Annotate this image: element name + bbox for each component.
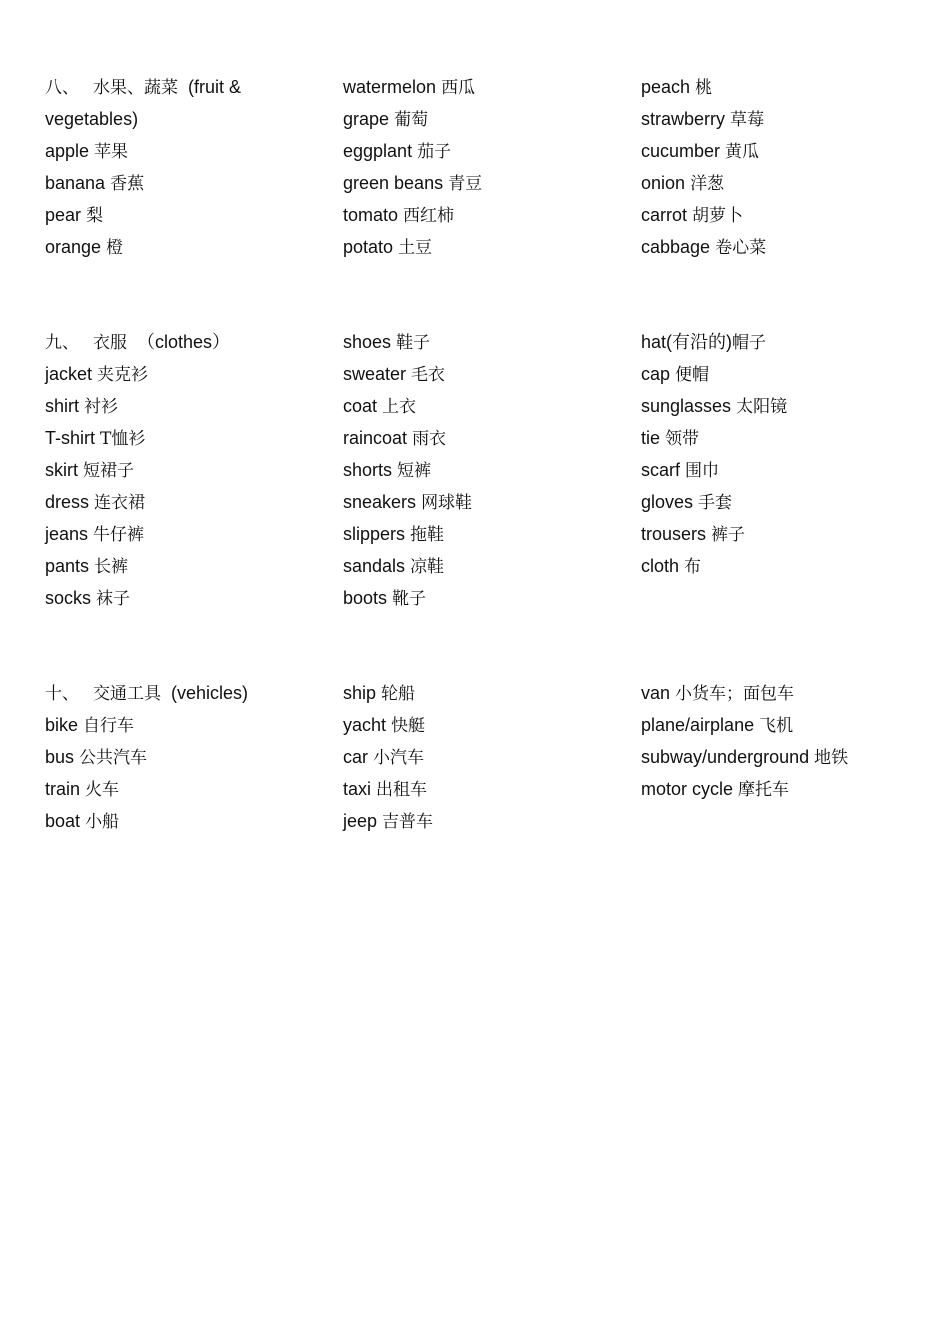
word-en: car <box>343 747 369 767</box>
vocab-item <box>343 518 641 550</box>
word-en: strawberry <box>641 109 726 129</box>
column-3 <box>641 677 925 837</box>
column-1 <box>45 677 343 837</box>
word-en: boat <box>45 811 81 831</box>
word-zh: 桃 <box>695 78 713 98</box>
vocab-item <box>343 422 641 454</box>
vocab-item <box>641 199 925 231</box>
word-zh: 地铁 <box>814 748 849 768</box>
word-en: green beans <box>343 173 444 193</box>
word-zh: 小货车；面包车 <box>675 684 795 704</box>
word-zh: 西红柿 <box>403 206 455 226</box>
word-zh: 长裤 <box>94 557 129 577</box>
word-zh: 鞋子 <box>396 333 431 353</box>
section-heading <box>45 677 343 709</box>
vocab-item <box>343 390 641 422</box>
vocab-item <box>45 358 343 390</box>
vocab-item <box>641 773 925 805</box>
word-zh: 草莓 <box>730 110 765 130</box>
word-en: sunglasses <box>641 396 732 416</box>
word-en: cucumber <box>641 141 721 161</box>
word-zh: 卷心菜 <box>715 238 767 258</box>
word-en: yacht <box>343 715 387 735</box>
word-zh: 帽子 <box>732 333 767 353</box>
word-en: eggplant <box>343 141 413 161</box>
word-en: cap <box>641 364 671 384</box>
word-zh: 苹果 <box>94 142 129 162</box>
word-en: bike <box>45 715 79 735</box>
word-en: sandals <box>343 556 406 576</box>
word-en: jacket <box>45 364 93 384</box>
vocab-item <box>641 486 925 518</box>
vocab-item <box>641 518 925 550</box>
word-en: gloves <box>641 492 694 512</box>
vocab-item <box>641 454 925 486</box>
vocab-item <box>641 135 925 167</box>
word-zh: 雨衣 <box>412 429 447 449</box>
word-en: train <box>45 779 81 799</box>
word-en: shoes <box>343 332 392 352</box>
word-zh: 洋葱 <box>690 174 725 194</box>
section-clothes <box>45 326 925 614</box>
word-en: subway/underground <box>641 747 810 767</box>
section-title-en: （clothes） <box>137 332 231 352</box>
word-zh: 青豆 <box>448 174 483 194</box>
section-title-zh: 衣服 <box>93 333 127 353</box>
vocab-item <box>343 550 641 582</box>
vocab-item <box>45 422 343 454</box>
word-zh: 土豆 <box>398 238 433 258</box>
word-zh: 出租车 <box>376 780 428 800</box>
word-zh: 小船 <box>85 812 120 832</box>
word-en: shorts <box>343 460 393 480</box>
word-en: raincoat <box>343 428 408 448</box>
word-zh: 小汽车 <box>373 748 425 768</box>
word-zh: 牛仔裤 <box>93 525 145 545</box>
vocab-item <box>45 741 343 773</box>
vocab-item <box>343 358 641 390</box>
vocab-item <box>641 167 925 199</box>
word-en: jeans <box>45 524 89 544</box>
vocab-item <box>45 805 343 837</box>
word-zh: 太阳镜 <box>736 397 788 417</box>
vocab-item <box>45 773 343 805</box>
vocab-item <box>45 709 343 741</box>
vocab-item <box>343 709 641 741</box>
word-en: motor cycle <box>641 779 734 799</box>
column-1 <box>45 71 343 263</box>
vocab-item <box>641 709 925 741</box>
word-en: cloth <box>641 556 680 576</box>
section-title-en: (fruit & <box>188 77 242 97</box>
word-zh: 连衣裙 <box>94 493 146 513</box>
word-zh: 梨 <box>86 206 104 226</box>
word-en: shirt <box>45 396 80 416</box>
vocab-item <box>641 390 925 422</box>
word-zh: 网球鞋 <box>421 493 473 513</box>
word-en: ship <box>343 683 377 703</box>
vocab-item <box>641 358 925 390</box>
vocab-item <box>641 71 925 103</box>
word-en: scarf <box>641 460 681 480</box>
word-en: sneakers <box>343 492 417 512</box>
word-en: peach <box>641 77 691 97</box>
word-zh: 吉普车 <box>382 812 434 832</box>
column-3 <box>641 326 925 614</box>
word-en: T-shirt <box>45 428 96 448</box>
word-en: apple <box>45 141 90 161</box>
word-en: bus <box>45 747 75 767</box>
vocab-item <box>343 454 641 486</box>
vocab-item <box>45 231 343 263</box>
vocab-item <box>343 167 641 199</box>
word-en: pear <box>45 205 82 225</box>
vocab-item <box>641 326 925 358</box>
word-zh: 胡萝卜 <box>692 206 744 226</box>
word-en: jeep <box>343 811 378 831</box>
word-en: tomato <box>343 205 399 225</box>
section-heading-continued <box>45 103 343 135</box>
vocab-item <box>641 103 925 135</box>
section-number: 十、 <box>45 684 79 704</box>
word-zh: 毛衣 <box>411 365 446 385</box>
vocab-item <box>343 199 641 231</box>
word-en: plane/airplane <box>641 715 755 735</box>
vocab-item <box>641 231 925 263</box>
vocab-item <box>343 773 641 805</box>
word-zh: 拖鞋 <box>410 525 445 545</box>
word-en: slippers <box>343 524 406 544</box>
word-en: carrot <box>641 205 688 225</box>
word-zh: 火车 <box>85 780 120 800</box>
section-heading <box>45 326 343 358</box>
word-en: orange <box>45 237 102 257</box>
word-zh: 橙 <box>106 238 124 258</box>
vocab-item <box>343 135 641 167</box>
word-en: banana <box>45 173 106 193</box>
section-number: 九、 <box>45 333 79 353</box>
vocab-item <box>343 71 641 103</box>
word-zh: 西瓜 <box>441 78 476 98</box>
section-vehicles <box>45 677 925 837</box>
word-en: onion <box>641 173 686 193</box>
word-zh: T恤衫 <box>100 429 146 449</box>
vocab-item <box>343 805 641 837</box>
word-zh: 布 <box>684 557 702 577</box>
word-zh: 轮船 <box>381 684 416 704</box>
vocab-item <box>343 486 641 518</box>
vocab-item <box>641 422 925 454</box>
vocab-item <box>45 582 343 614</box>
column-2 <box>343 71 641 263</box>
word-en: boots <box>343 588 388 608</box>
word-en: socks <box>45 588 92 608</box>
word-zh: 领带 <box>665 429 700 449</box>
vocab-item <box>343 582 641 614</box>
word-zh: 短裙子 <box>83 461 135 481</box>
word-en: watermelon <box>343 77 437 97</box>
word-zh: 短裤 <box>397 461 432 481</box>
word-en: hat(有沿的) <box>641 332 733 352</box>
vocab-item <box>45 454 343 486</box>
word-zh: 公共汽车 <box>79 748 148 768</box>
vocab-item <box>45 486 343 518</box>
vocab-item <box>45 550 343 582</box>
word-zh: 便帽 <box>675 365 710 385</box>
vocab-item <box>641 741 925 773</box>
column-3 <box>641 71 925 263</box>
word-zh: 袜子 <box>96 589 131 609</box>
word-en: grape <box>343 109 390 129</box>
section-title-en-continued: vegetables) <box>45 109 139 129</box>
word-zh: 茄子 <box>417 142 452 162</box>
section-number: 八、 <box>45 78 79 98</box>
section-fruit-vegetables <box>45 71 925 263</box>
word-en: cabbage <box>641 237 711 257</box>
word-zh: 快艇 <box>391 716 426 736</box>
vocab-item <box>45 135 343 167</box>
column-1 <box>45 326 343 614</box>
word-en: pants <box>45 556 90 576</box>
vocab-item <box>45 518 343 550</box>
word-zh: 飞机 <box>759 716 794 736</box>
word-en: potato <box>343 237 394 257</box>
word-en: van <box>641 683 671 703</box>
vocab-item <box>641 677 925 709</box>
vocab-item <box>45 390 343 422</box>
word-zh: 黄瓜 <box>725 142 760 162</box>
word-zh: 葡萄 <box>394 110 429 130</box>
word-zh: 夹克衫 <box>97 365 149 385</box>
word-zh: 衬衫 <box>84 397 119 417</box>
column-2 <box>343 326 641 614</box>
word-zh: 靴子 <box>392 589 427 609</box>
column-2 <box>343 677 641 837</box>
vocab-item <box>343 103 641 135</box>
word-zh: 手套 <box>698 493 733 513</box>
vocab-item <box>343 677 641 709</box>
word-zh: 凉鞋 <box>410 557 445 577</box>
word-en: skirt <box>45 460 78 480</box>
word-en: sweater <box>343 364 407 384</box>
section-title-zh: 交通工具 <box>93 684 161 704</box>
vocab-item <box>45 199 343 231</box>
word-en: tie <box>641 428 661 448</box>
section-title-zh: 水果、蔬菜 <box>93 78 178 98</box>
word-en: trousers <box>641 524 707 544</box>
word-zh: 围巾 <box>685 461 720 481</box>
vocab-item <box>45 167 343 199</box>
vocab-item <box>641 550 925 582</box>
word-zh: 自行车 <box>83 716 135 736</box>
word-en: dress <box>45 492 90 512</box>
word-zh: 上衣 <box>382 397 417 417</box>
word-en: coat <box>343 396 378 416</box>
word-en: taxi <box>343 779 372 799</box>
section-title-en: (vehicles) <box>171 683 249 703</box>
vocab-item <box>343 326 641 358</box>
vocab-item <box>343 231 641 263</box>
section-heading <box>45 71 343 103</box>
word-zh: 香蕉 <box>110 174 145 194</box>
word-zh: 摩托车 <box>738 780 790 800</box>
word-zh: 裤子 <box>711 525 746 545</box>
vocab-item <box>343 741 641 773</box>
